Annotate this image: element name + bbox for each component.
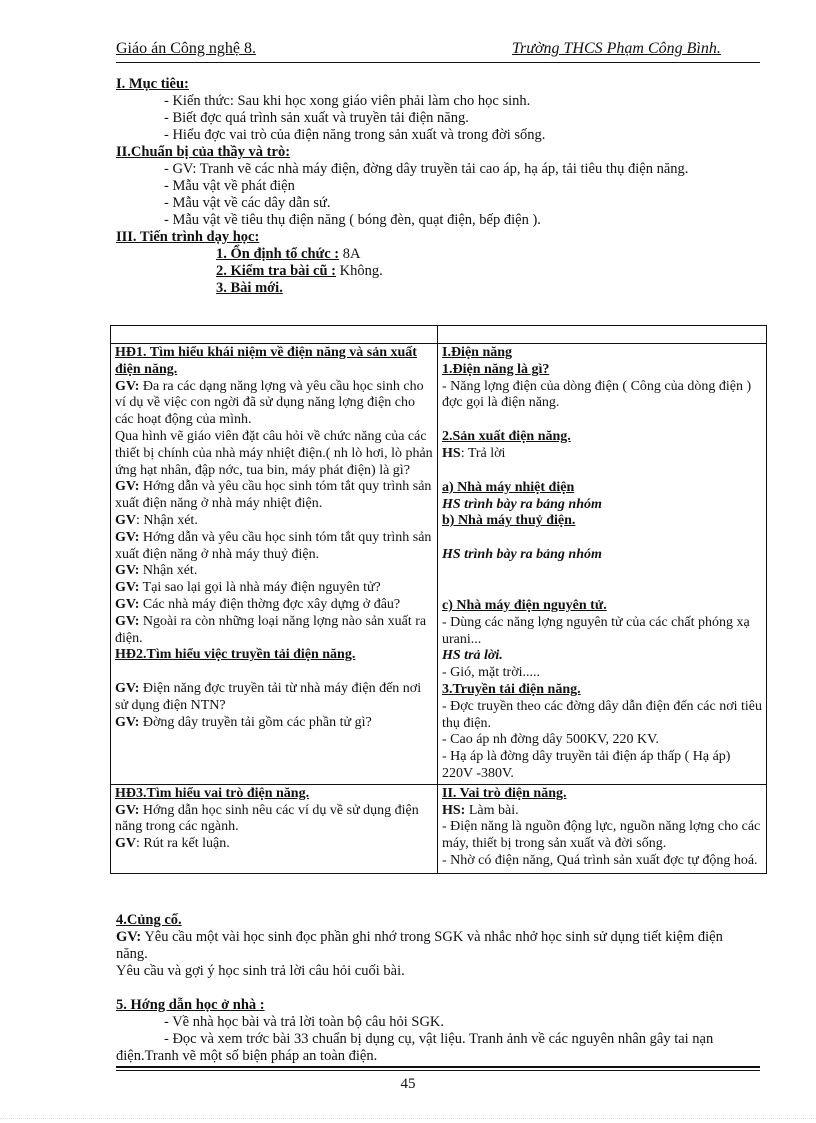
content-cell xyxy=(438,784,767,873)
table-header-cell xyxy=(111,326,438,344)
preparation-item: - Mẫu vật về các dây dẫn sứ. xyxy=(164,195,331,211)
activity-heading: II. Vai trò điện năng. xyxy=(442,785,567,801)
dialogue-line xyxy=(115,563,433,580)
dialogue-text: : Rút ra kết luận. xyxy=(136,836,230,852)
section-consolidation-title: 4.Củng cố. xyxy=(116,912,182,928)
page-edge xyxy=(0,1118,816,1119)
dialogue-text: Đa ra các dạng năng lợng và yêu cầu học sinh cho ví dụ về việc con ngời đã sử dụng năng lợng điện cho các hoạt động của mình. xyxy=(115,378,424,428)
objective-item: - Kiến thức: Sau khi học xong giáo viên phải làm cho học sinh. xyxy=(164,93,531,109)
consolidation-line: năng. xyxy=(116,946,148,962)
dialogue-text: Ngoài ra còn những loại năng lợng nào sản xuất ra điện. xyxy=(115,613,427,646)
preparation-item: - Mẫu vật về tiêu thụ điện năng ( bóng đèn, quạt điện, bếp điện ). xyxy=(164,212,541,228)
dialogue-line xyxy=(442,446,762,463)
activity-heading: 3.Truyền tải điện năng. xyxy=(442,681,581,697)
gv-label: GV: xyxy=(116,929,142,945)
dialogue-text: Đờng dây truyền tải gồm các phần tử gì? xyxy=(139,714,372,730)
cell-text: - Hạ áp là đờng dây truyền tải điện áp thấp ( Hạ áp) 220V -380V. xyxy=(442,749,731,781)
speaker-label: GV: xyxy=(115,563,140,579)
dialogue-text: Làm bài. xyxy=(465,802,519,818)
content-cell xyxy=(438,344,767,785)
activity-heading: c) Nhà máy điện nguyên tử. xyxy=(442,597,607,613)
preparation-item: - Mẫu vật về phát điện xyxy=(164,178,295,194)
homework-line: điện.Tranh vẽ một số biện pháp an toàn điện. xyxy=(116,1048,378,1064)
table-row xyxy=(111,344,767,785)
dialogue-line xyxy=(115,580,433,597)
spacer xyxy=(115,664,433,681)
cell-text: - Dùng các năng lợng nguyên tử của các chất phóng xạ urani... xyxy=(442,614,750,647)
process-step-value: Không. xyxy=(339,263,383,279)
spacer xyxy=(442,412,762,429)
spacer xyxy=(442,463,762,480)
dialogue-text: Nhận xét. xyxy=(139,563,198,579)
process-step-label: 1. Ổn định tổ chức : xyxy=(216,246,340,262)
speaker-label: GV: xyxy=(115,681,140,697)
process-step-value: 8A xyxy=(342,246,361,262)
objective-item: - Hiểu đợc vai trò của điện năng trong sản xuất và trong đời sống. xyxy=(164,127,546,143)
speaker-label: GV: xyxy=(115,613,140,629)
activity-heading: a) Nhà máy nhiệt điện xyxy=(442,479,575,495)
footer-divider xyxy=(116,1070,760,1071)
dialogue-line xyxy=(115,513,433,530)
dialogue-line xyxy=(115,479,433,513)
header-divider xyxy=(116,62,760,63)
dialogue-text: : Trả lời xyxy=(460,445,506,461)
student-response: HS trình bày ra bảng nhóm xyxy=(442,547,602,563)
dialogue-line xyxy=(115,614,433,648)
objective-item: - Biết đợc quá trình sản xuất và truyền tải điện năng. xyxy=(164,110,469,126)
process-step-label: 2. Kiểm tra bài cũ : xyxy=(216,263,337,279)
header-school: Trường THCS Phạm Công Bình. xyxy=(512,40,721,57)
consolidation-line: Yêu cầu và gợi ý học sinh trả lời câu hỏi cuối bài. xyxy=(116,963,405,979)
cell-text: - Nhờ có điện năng, Quá trình sản xuất đợc tự động hoá. xyxy=(442,852,758,868)
speaker-label: HS xyxy=(442,445,461,461)
section-objectives-title: I. Mục tiêu: xyxy=(116,76,189,92)
speaker-label: GV: xyxy=(115,596,140,612)
process-step-label: 3. Bài mới. xyxy=(216,280,283,296)
section-homework-title: 5. Hớng dẫn học ở nhà : xyxy=(116,997,265,1013)
lesson-table xyxy=(110,325,767,874)
dialogue-text: Hớng dẫn và yêu cầu học sinh tóm tắt quy trình sản xuất điện năng ở nhà máy nhiệt điện. xyxy=(115,479,432,512)
speaker-label: GV: xyxy=(115,529,140,545)
cell-text: - Điện năng là nguồn động lực, nguồn năng lợng cho các máy, thiết bị trong sản xuất và đời sống. xyxy=(442,819,761,852)
dialogue-text: : Nhận xét. xyxy=(136,512,198,528)
process-step xyxy=(216,280,283,297)
speaker-label: GV: xyxy=(115,479,140,495)
cell-text: - Năng lợng điện của dòng điện ( Công của dòng điện ) đợc gọi là điện năng. xyxy=(442,378,752,411)
student-response: HS trình bày ra bảng nhóm xyxy=(442,496,602,512)
teacher-activity-cell xyxy=(111,784,438,873)
speaker-label: GV: xyxy=(115,378,140,394)
dialogue-line xyxy=(115,681,433,715)
dialogue-text: Tại sao lại gọi là nhà máy điện nguyên tử? xyxy=(139,580,381,596)
speaker-label: GV: xyxy=(115,580,140,596)
activity-heading: HĐ2.Tìm hiểu việc truyền tải điện năng. xyxy=(115,647,356,663)
header-subject: Giáo án Công nghệ 8. xyxy=(116,40,256,57)
speaker-label: GV: xyxy=(115,802,140,818)
process-step xyxy=(216,246,360,263)
cell-text: - Đợc truyền theo các đờng dây dẫn điện đến các nơi tiêu thụ điện. xyxy=(442,698,762,731)
dialogue-line xyxy=(115,803,433,837)
dialogue-line xyxy=(115,597,433,614)
activity-heading: 2.Sản xuất điện năng. xyxy=(442,429,571,445)
consolidation-line: Yêu cầu một vài học sinh đọc phần ghi nhớ trong SGK và nhắc nhở học sinh sử dụng tiết kiệm điện xyxy=(141,929,723,945)
dialogue-text: Hớng dẫn học sinh nêu các ví dụ về sử dụng điện năng trong các ngành. xyxy=(115,802,419,835)
activity-heading: I.Điện năng xyxy=(442,345,513,360)
process-step xyxy=(216,263,383,280)
activity-heading: HĐ3.Tìm hiểu vai trò điện năng. xyxy=(115,785,310,801)
footer-divider xyxy=(116,1066,760,1068)
teacher-activity-cell xyxy=(111,344,438,785)
table-header-row xyxy=(111,326,767,344)
dialogue-text: Hớng dẫn và yêu cầu học sinh tóm tắt quy trình sản xuất điện năng ở nhà máy thuỷ điện. xyxy=(115,529,432,562)
dialogue-line xyxy=(442,803,762,820)
dialogue-line xyxy=(115,715,433,732)
homework-line: - Về nhà học bài và trả lời toàn bộ câu hỏi SGK. xyxy=(164,1014,445,1030)
page-number: 45 xyxy=(400,1076,416,1092)
speaker-label: GV: xyxy=(115,714,140,730)
activity-heading: 1.Điện năng là gì? xyxy=(442,361,550,377)
speaker-label: HS: xyxy=(442,802,466,818)
speaker-label: GV xyxy=(115,836,136,852)
dialogue-line xyxy=(115,379,433,429)
dialogue-text: Các nhà máy điện thờng đợc xây dựng ở đâu? xyxy=(139,596,401,612)
cell-text: - Cao áp nh đờng dây 500KV, 220 KV. xyxy=(442,732,659,748)
cell-text: - Gió, mặt trời..... xyxy=(442,665,540,681)
spacer xyxy=(442,530,762,547)
section-preparation-title: II.Chuẩn bị của thầy và trò: xyxy=(116,144,291,160)
section-process-title: III. Tiến trình dạy học: xyxy=(116,229,260,245)
activity-heading: HĐ1. Tìm hiểu khái niệm về điện năng và sản xuất điện năng. xyxy=(115,345,417,377)
table-header-cell xyxy=(438,326,767,344)
table-row xyxy=(111,784,767,873)
cell-text: Qua hình vẽ giáo viên đặt câu hỏi về chức năng của các thiết bị chính của nhà máy nhiệt điện.( nh lò hơi, lò phản ứng hạt nhân, đập nớc, tua bin, máy phát điện) là gì? xyxy=(115,428,433,478)
dialogue-line xyxy=(115,836,433,853)
homework-line: - Đọc và xem trớc bài 33 chuẩn bị dụng cụ, vật liệu. Tranh ảnh về các nguyên nhân gây tai nạn xyxy=(164,1031,714,1047)
preparation-item: - GV: Tranh vẽ các nhà máy điện, đờng dây truyền tải cao áp, hạ áp, tải tiêu thụ điện năng. xyxy=(164,161,689,177)
spacer xyxy=(442,564,762,598)
dialogue-text: Điện năng đợc truyền tải từ nhà máy điện đến nơi sử dụng điện NTN? xyxy=(115,681,422,713)
consolidation-text xyxy=(116,929,723,946)
student-response: HS trả lời. xyxy=(442,648,503,664)
speaker-label: GV xyxy=(115,512,136,528)
activity-heading: b) Nhà máy thuỷ điện. xyxy=(442,513,576,529)
dialogue-line xyxy=(115,530,433,564)
